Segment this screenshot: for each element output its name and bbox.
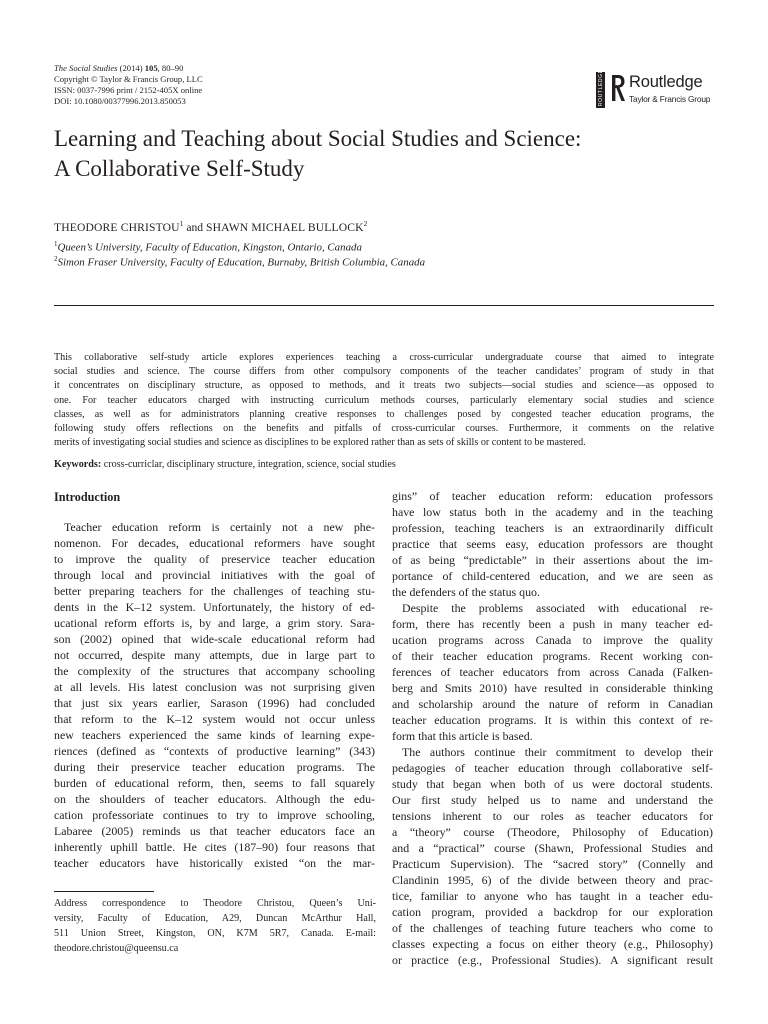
header-divider bbox=[54, 305, 714, 306]
copyright-line: Copyright © Taylor & Francis Group, LLC bbox=[54, 73, 203, 84]
body-line: the complexity of the structures that accompany schooling bbox=[54, 664, 375, 678]
logo-vertical-bar bbox=[596, 69, 605, 108]
body-line: form, there has recently been a push in many teacher ed- bbox=[392, 617, 713, 631]
body-line: have low status both in the academy and in the teaching bbox=[392, 505, 713, 519]
section-heading-introduction: Introduction bbox=[54, 490, 121, 504]
body-column-right bbox=[392, 488, 713, 968]
body-line: son (2002) opined that wide-scale educational reform had bbox=[54, 632, 375, 646]
footnote-divider bbox=[54, 891, 154, 892]
body-line: gins” of teacher education reform: education professors bbox=[392, 489, 713, 503]
article-title bbox=[54, 124, 734, 184]
email-link[interactable]: theodore.christou@queensu.ca bbox=[54, 942, 179, 954]
body-column-left bbox=[54, 519, 375, 871]
body-line: the defenders of the status quo. bbox=[392, 585, 540, 599]
footnote-line: versity, Faculty of Education, A29, Duncan McArthur Hall, bbox=[54, 912, 376, 924]
body-line: Our first study helped us to name and understand the bbox=[392, 793, 713, 807]
author-name: THEODORE CHRISTOU bbox=[54, 220, 180, 234]
body-line: Labaree (2005) reminds us that teacher educators face an bbox=[54, 824, 375, 838]
body-line: Teacher education reform is certainly not a new phe- bbox=[64, 520, 375, 534]
footnote-line: 511 Union Street, Kingston, ON, K7M 5R7, Canada. E-mail: bbox=[54, 927, 376, 939]
body-line: teacher education programs. It is within this context of re- bbox=[392, 713, 713, 727]
body-line: not occurred, despite many attempts, due in large part to bbox=[54, 648, 375, 662]
journal-citation-block bbox=[54, 63, 203, 107]
body-line: during their preservice teacher education programs. The bbox=[54, 760, 375, 774]
author-line bbox=[54, 219, 367, 234]
correspondence-footnote bbox=[54, 897, 376, 957]
body-line: to improve the quality of preservice teacher education bbox=[54, 552, 375, 566]
title-line: Learning and Teaching about Social Studies and Science: bbox=[54, 126, 582, 151]
body-line: of the challenges of teaching future teachers who come to bbox=[392, 921, 713, 935]
body-line: through local and provincial initiatives with the goal of bbox=[54, 568, 375, 582]
body-line: The authors continue their commitment to develop their bbox=[402, 745, 713, 759]
body-line: of their teacher education programs. Recent working con- bbox=[392, 649, 713, 663]
body-line: form that this article is based. bbox=[392, 729, 533, 743]
body-line: burden of educational reform, then, seems to fall squarely bbox=[54, 776, 375, 790]
journal-pages: , 80–90 bbox=[157, 63, 184, 73]
issn-line: ISSN: 0037-7996 print / 2152-405X online bbox=[54, 84, 203, 95]
affiliation-text: Simon Fraser University, Faculty of Education, Burnaby, British Columbia, Canada bbox=[57, 256, 426, 269]
body-line: at all levels. His latest conclusion was not surprising given bbox=[54, 680, 375, 694]
body-line: that reform to the K–12 system would not occur unless bbox=[54, 712, 375, 726]
body-line: ucation programs across Canada to improve the quality bbox=[392, 633, 713, 647]
logo-subtitle: Taylor & Francis Group bbox=[629, 94, 711, 104]
abstract-line: it concentrates on disciplinary structure, as opposed to methods, and it treats two subjects—social studies and science—as opposed to bbox=[54, 380, 714, 392]
abstract-line: following study offers reflections on the benefits and pitfalls of cross-curricular courses. Furthermore, it comments on the relative bbox=[54, 423, 714, 435]
body-line: tice, familiar to anyone who has taught in a teacher edu- bbox=[392, 889, 713, 903]
body-line: on the shoulders of teacher educators. Although the edu- bbox=[54, 792, 375, 806]
affiliation-superscript: 2 bbox=[54, 255, 58, 263]
body-line: berg and Smits 2010) have resulted in considerable thinking bbox=[392, 681, 713, 695]
body-line: better preparing teachers for the challenges of teaching stu- bbox=[54, 584, 375, 598]
author-superscript: 2 bbox=[363, 219, 368, 228]
routledge-r-icon bbox=[610, 73, 626, 103]
body-line: Clandinin 1995, 6) of the divide between theory and prac- bbox=[392, 873, 713, 887]
body-line: a “theory” course (Theodore, Philosophy of Education) bbox=[392, 825, 713, 839]
body-line: classes expecting a focus on either theory (e.g., Philosophy) bbox=[392, 937, 713, 951]
author-name: SHAWN MICHAEL BULLOCK bbox=[205, 220, 364, 234]
body-line: new teachers experienced the same kinds of learning expe- bbox=[54, 728, 375, 742]
body-line: that just six years earlier, Sarason (1996) had concluded bbox=[54, 696, 375, 710]
body-line: dents in the K–12 system. Unfortunately, the history of ed- bbox=[54, 600, 375, 614]
logo-vertical-text: ROUTLEDGE bbox=[598, 69, 604, 106]
affiliation bbox=[54, 255, 425, 269]
journal-citation bbox=[54, 63, 203, 74]
abstract-line: merits of investigating social studies and science as disciplines to be explored rather than as sets of skills or content to be mastered. bbox=[54, 437, 586, 449]
body-line: teacher educators have historically existed “on the mar- bbox=[54, 856, 375, 870]
body-line: Despite the problems associated with educational re- bbox=[402, 601, 713, 615]
title-line: A Collaborative Self-Study bbox=[54, 156, 305, 181]
body-line: pedagogies of teacher education through collaborative self- bbox=[392, 761, 713, 775]
doi-link[interactable]: DOI: 10.1080/00377996.2013.850053 bbox=[54, 95, 186, 106]
journal-name: The Social Studies bbox=[54, 63, 118, 73]
author-superscript: 1 bbox=[179, 219, 184, 228]
body-line: of as being “predictable” in their assertions about the im- bbox=[392, 553, 713, 567]
body-line: cation program, provided a backdrop for our exploration bbox=[392, 905, 713, 919]
abstract-line: classes, as well as for administrators planning creative responses to challenges posed by congested teacher education programs, the bbox=[54, 408, 714, 420]
body-line: profession, teaching teachers is an extraordinarily difficult bbox=[392, 521, 713, 535]
body-line: inherently uphill battle. He cites (187–90) four reasons that bbox=[54, 840, 375, 854]
body-line: practice that seems easy, education professors are thought bbox=[392, 537, 713, 551]
publisher-logo bbox=[596, 69, 718, 108]
keywords bbox=[54, 459, 396, 470]
abstract-line: one. For teacher educators charged with instructing curriculum methods courses, particularly elementary social studies and science bbox=[54, 394, 714, 406]
body-line: cation professoriate continues to try to improve schooling, bbox=[54, 808, 375, 822]
body-line: portance of child-centered education, and we are seen as bbox=[392, 569, 713, 583]
abstract bbox=[54, 351, 714, 450]
affiliation-superscript: 1 bbox=[54, 240, 58, 248]
body-line: ferences of teacher educators from across Canada (Falken- bbox=[392, 665, 713, 679]
keywords-label: Keywords: bbox=[54, 459, 102, 470]
logo-brand-name: Routledge bbox=[629, 73, 703, 91]
keywords-text: cross-curriclar, disciplinary structure, integration, science, social studies bbox=[101, 459, 396, 470]
abstract-line: This collaborative self-study article explores experiences teaching a cross-curricular undergraduate course that aimed to integrate bbox=[54, 352, 714, 363]
body-line: and a “practical” course (Shawn, Professional Studies and bbox=[392, 841, 713, 855]
body-line: Practicum Supervision). The “sacred story” (Connelly and bbox=[392, 857, 713, 871]
body-line: riences (defined as “contexts of productive learning” (343) bbox=[54, 744, 375, 758]
journal-year: (2014) bbox=[117, 63, 145, 73]
affiliation bbox=[54, 240, 362, 254]
body-line: or practice (e.g., Professional Studies). A significant result bbox=[392, 953, 713, 967]
body-line: study that began when both of us were doctoral students. bbox=[392, 777, 713, 791]
journal-volume: 105 bbox=[144, 63, 158, 73]
body-line: tensions inherent to our roles as teacher educators for bbox=[392, 809, 713, 823]
body-line: nomenon. For decades, educational reformers have sought bbox=[54, 536, 375, 550]
abstract-line: social studies and science. The course differs from other compulsory components of the teacher candidates’ program of study in that bbox=[54, 366, 714, 378]
footnote-line: Address correspondence to Theodore Christou, Queen’s Uni- bbox=[54, 898, 376, 909]
body-line: and scholarship around the nature of reform in Canadian bbox=[392, 697, 713, 711]
affiliation-text: Queen’s University, Faculty of Education, Kingston, Ontario, Canada bbox=[57, 241, 362, 254]
author-conjunction: and bbox=[183, 220, 206, 234]
body-line: ucational reform efforts is, by and large, a grim story. Sara- bbox=[54, 616, 375, 630]
